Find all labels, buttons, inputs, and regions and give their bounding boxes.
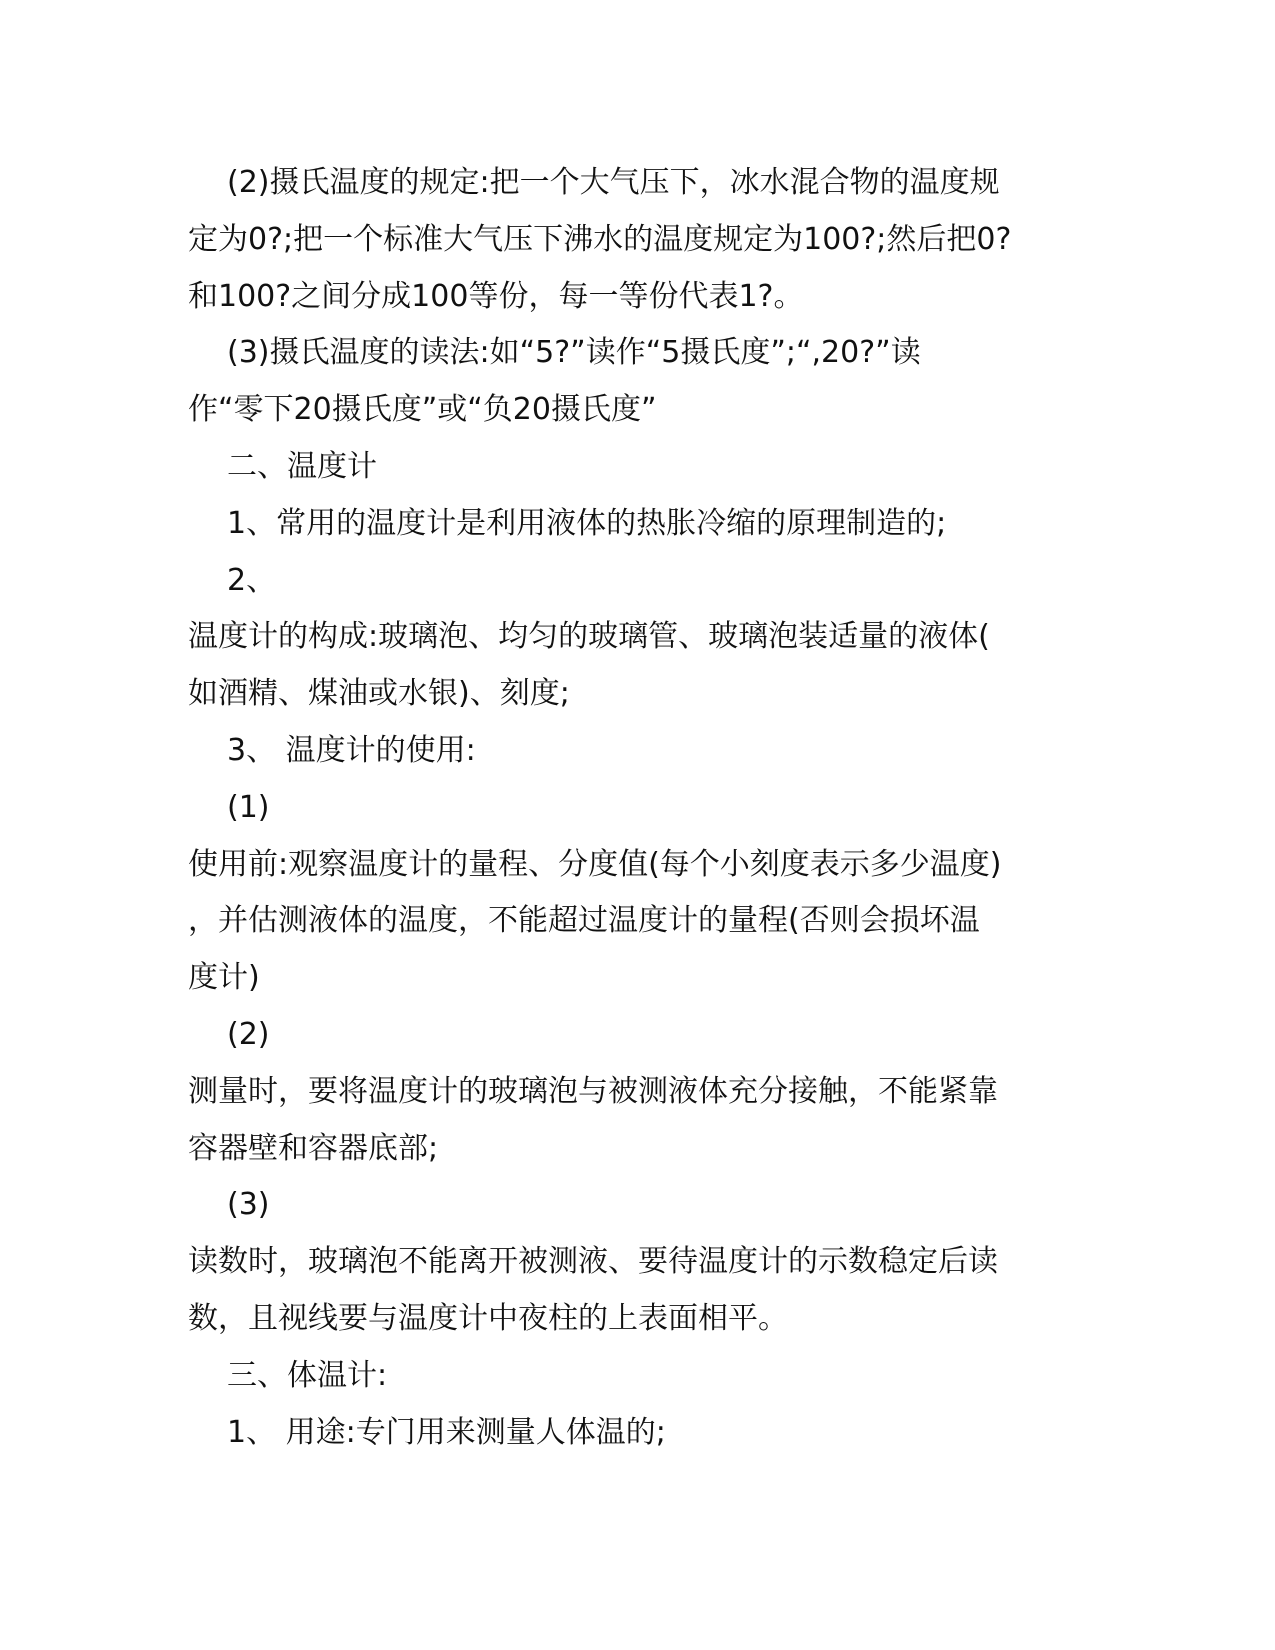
paragraph-line: (2)摄氏温度的规定:把一个大气压下，冰水混合物的温度规 — [227, 165, 1000, 200]
paragraph-line: 1、常用的温度计是利用液体的热胀冷缩的原理制造的; — [227, 505, 947, 541]
paragraph-line: 测量时，要将温度计的玻璃泡与被测液体充分接触，不能紧靠 — [188, 1073, 998, 1109]
list-number: 2、 — [227, 562, 277, 598]
paragraph-line: 使用前:观察温度计的量程、分度值(每个小刻度表示多少温度) — [188, 846, 1002, 882]
document-body — [188, 155, 1088, 1461]
section-heading: 二、温度计 — [227, 448, 377, 484]
paragraph-line: 读数时，玻璃泡不能离开被测液、要待温度计的示数稳定后读 — [188, 1244, 998, 1280]
paragraph-line: 温度计的构成:玻璃泡、均匀的玻璃管、玻璃泡装适量的液体( — [188, 619, 990, 655]
paragraph-line: 数，且视线要与温度计中夜柱的上表面相平。 — [188, 1300, 788, 1336]
paragraph-line: 作“零下20摄氏度”或“负20摄氏度” — [188, 392, 657, 428]
section-heading: 三、体温计: — [227, 1357, 388, 1393]
paragraph-line: 1、 用途:专门用来测量人体温的; — [227, 1414, 666, 1450]
paragraph-line: 定为0?;把一个标准大气压下沸水的温度规定为100?;然后把0? — [188, 221, 1012, 257]
paragraph-line: 容器壁和容器底部; — [188, 1130, 439, 1166]
paragraph-line: (3)摄氏温度的读法:如“5?”读作“5摄氏度”;“,20?”读 — [227, 335, 921, 371]
list-number: (2) — [227, 1016, 270, 1052]
paragraph-line: 如酒精、煤油或水银)、刻度; — [188, 676, 570, 712]
paragraph-line: 度计) — [188, 960, 260, 996]
list-number: (3) — [227, 1187, 270, 1223]
paragraph-line: 和100?之间分成100等份，每一等份代表1?。 — [188, 278, 804, 314]
paragraph-line: ，并估测液体的温度，不能超过温度计的量程(否则会损坏温 — [188, 903, 980, 939]
list-number: (1) — [227, 789, 270, 825]
paragraph-line: 3、 温度计的使用: — [227, 732, 476, 768]
